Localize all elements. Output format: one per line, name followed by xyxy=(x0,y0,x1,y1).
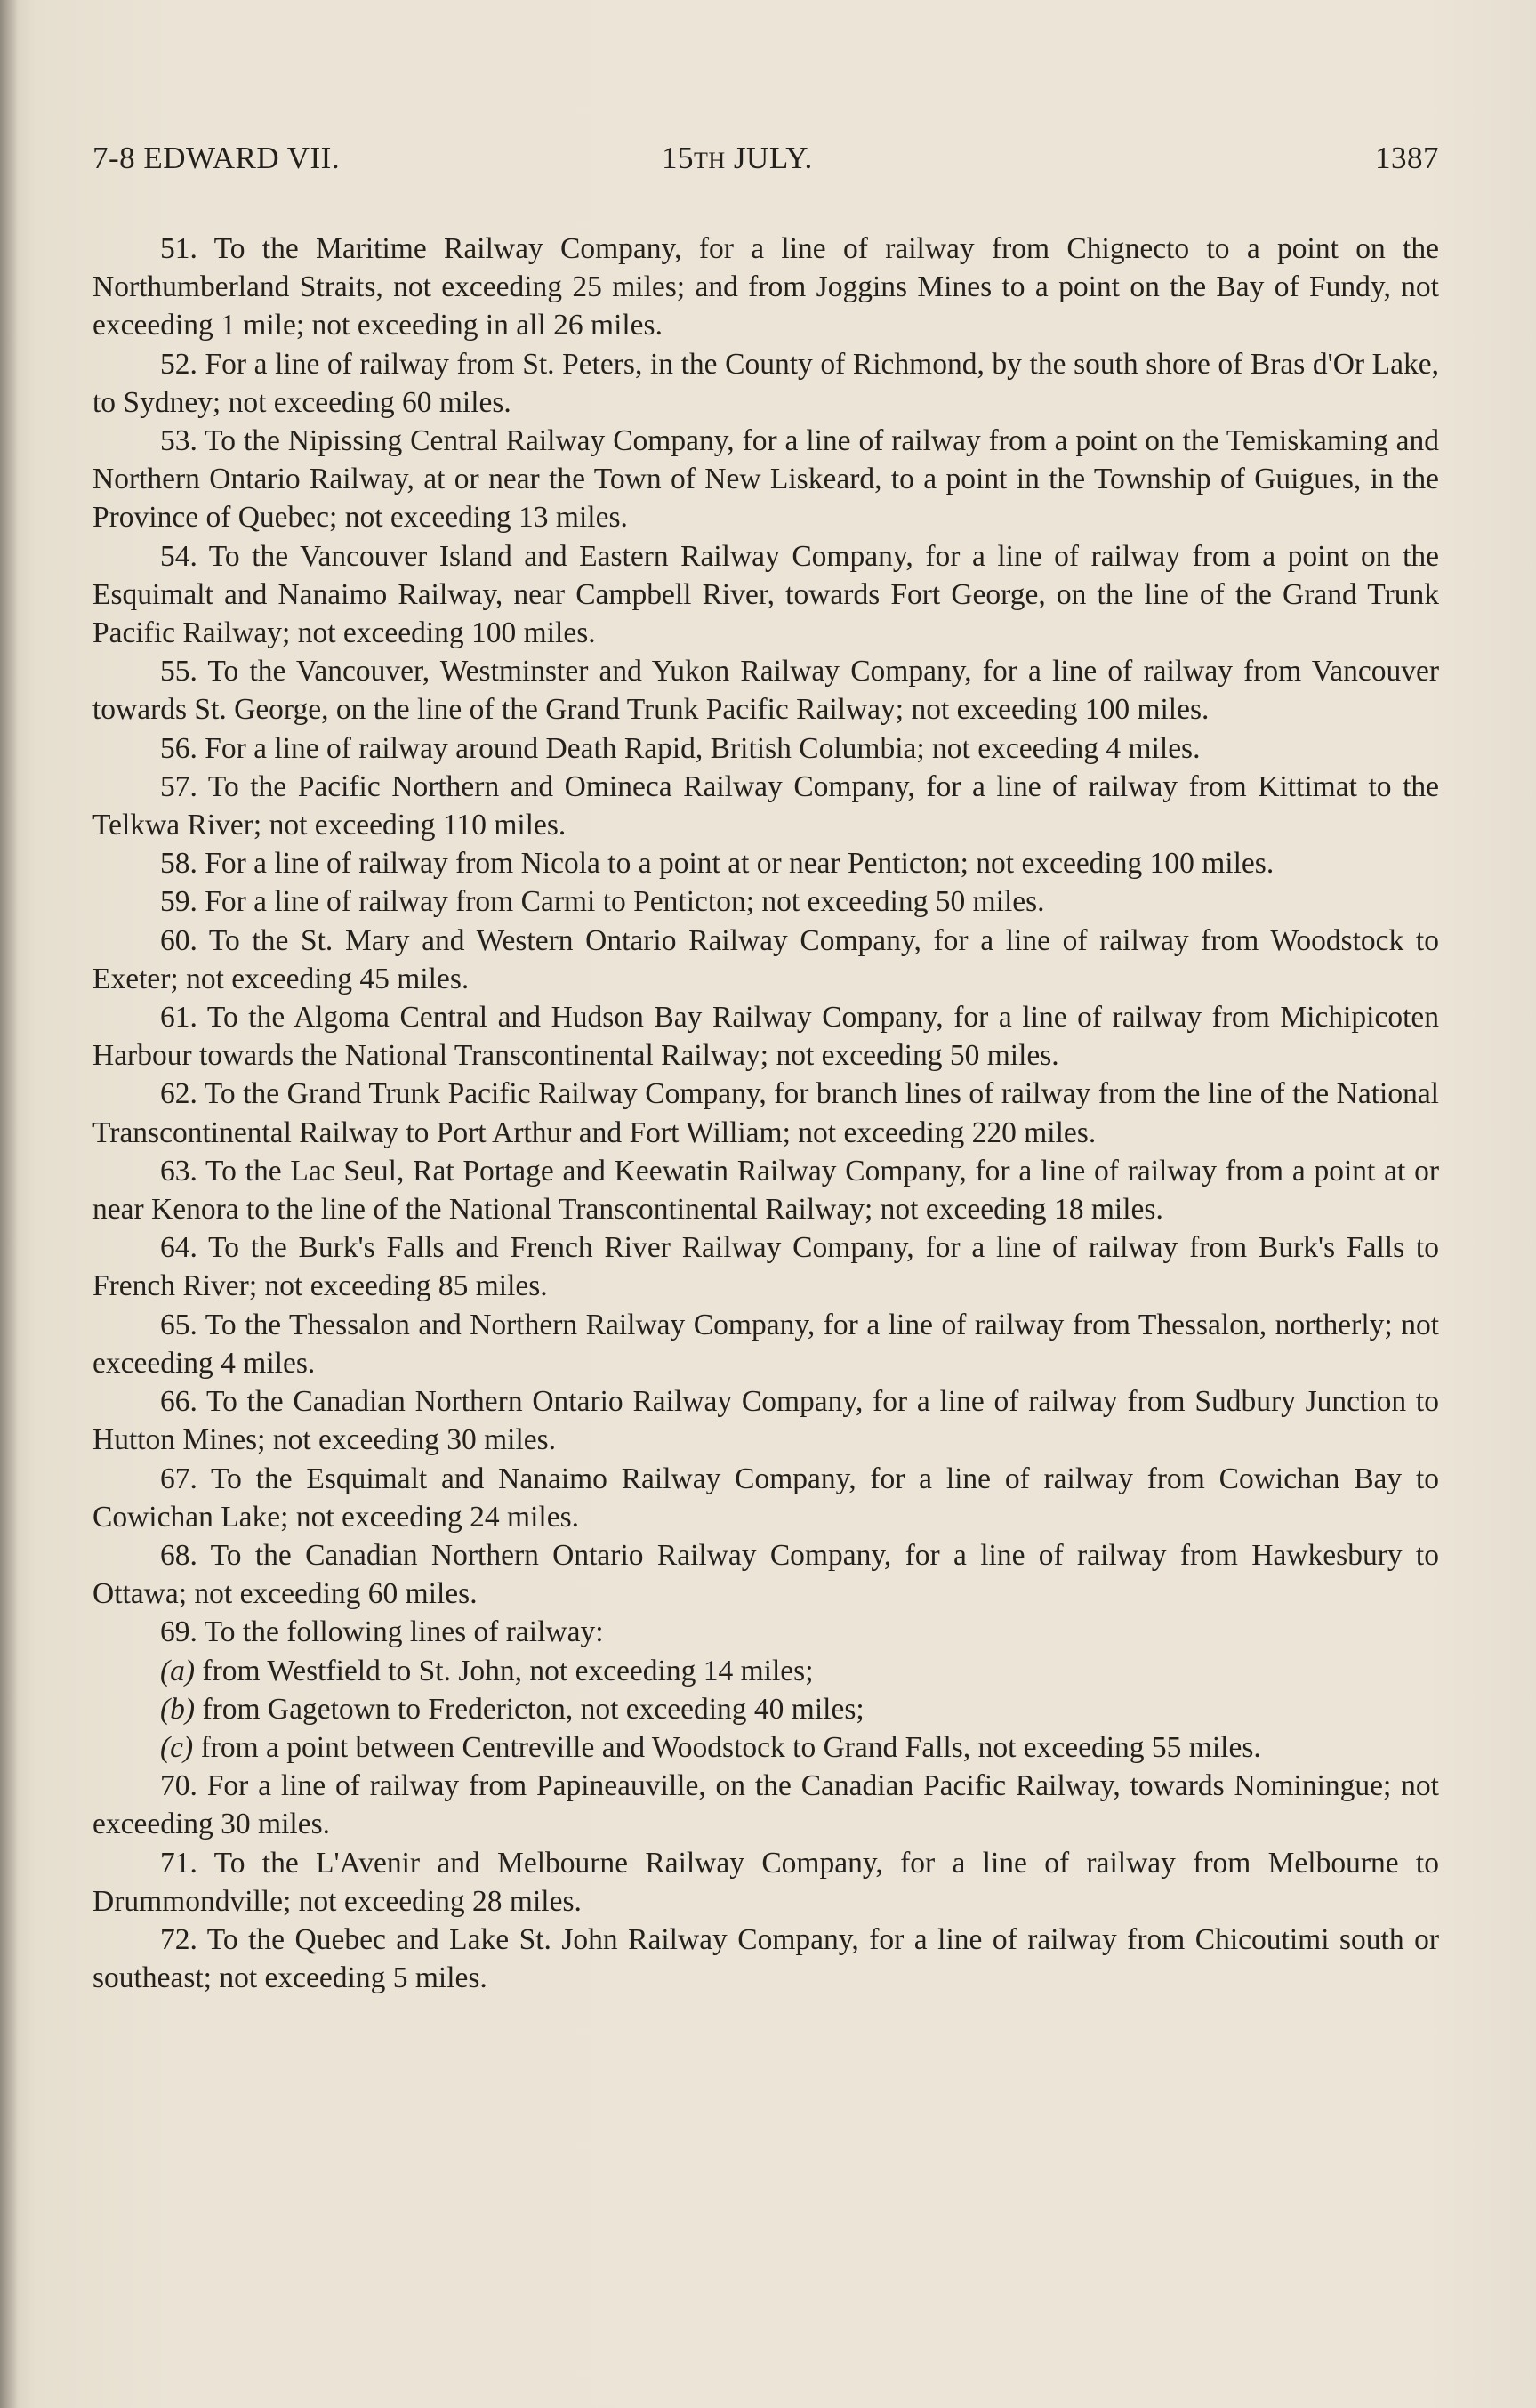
paragraph-55: 55. To the Vancouver, Westminster and Yukon Railway Company, for a line of railway from Vancouver towards St. George, on the line of the Grand Trunk Pacific Railway; not exceeding 100 miles. xyxy=(92,655,1439,727)
paragraph-56: 56. For a line of railway around Death Rapid, British Columbia; not exceeding 4 miles. xyxy=(160,731,1201,765)
subitem-label: (a) xyxy=(160,1654,196,1687)
paragraph-69: 69. To the following lines of railway: xyxy=(160,1615,604,1649)
paragraph-59: 59. For a line of railway from Carmi to Penticton; not exceeding 50 miles. xyxy=(160,885,1045,919)
paragraph-71: 71. To the L'Avenir and Melbourne Railway Company, for a line of railway from Melbourne to Drummondville; not exceeding 28 miles. xyxy=(92,1846,1439,1918)
paragraph-66: 66. To the Canadian Northern Ontario Railway Company, for a line of railway from Sudbury Junction to Hutton Mines; not exceeding 30 miles. xyxy=(92,1385,1439,1457)
paragraph-67: 67. To the Esquimalt and Nanaimo Railway Company, for a line of railway from Cowichan Bay to Cowichan Lake; not exceeding 24 miles. xyxy=(92,1462,1439,1534)
header-month: JULY. xyxy=(725,141,813,175)
paragraph-70: 70. For a line of railway from Papineauville, on the Canadian Pacific Railway, towards Nominingue; not exceeding 30 miles. xyxy=(92,1769,1439,1841)
header-day-suffix: TH xyxy=(694,148,726,173)
subitem-text: from Gagetown to Fredericton, not exceeding 40 miles; xyxy=(195,1692,865,1726)
header-date xyxy=(662,141,813,176)
paragraph-72: 72. To the Quebec and Lake St. John Railway Company, for a line of railway from Chicoutimi south or southeast; not exceeding 5 miles. xyxy=(92,1922,1439,1995)
paragraph-58: 58. For a line of railway from Nicola to a point at or near Penticton; not exceeding 100 miles. xyxy=(160,847,1275,881)
paragraph-53: 53. To the Nipissing Central Railway Company, for a line of railway from a point on the Temiskaming and Northern Ontario Railway, at or near the Town of New Liskeard, to a point in the Township of Guigues, in the Province of Quebec; not exceeding 13 miles. xyxy=(92,424,1439,535)
subitem-text: from a point between Centreville and Woodstock to Grand Falls, not exceeding 55 miles. xyxy=(193,1730,1261,1764)
running-header xyxy=(92,141,1439,185)
header-session: 7-8 EDWARD VII. xyxy=(92,141,341,175)
paragraph-64: 64. To the Burk's Falls and French River Railway Company, for a line of railway from Burk's Falls to French River; not exceeding 85 miles. xyxy=(92,1231,1439,1303)
paragraph-54: 54. To the Vancouver Island and Eastern Railway Company, for a line of railway from a point on the Esquimalt and Nanaimo Railway, near Campbell River, towards Fort George, on the line of the Grand Trunk Pacific Railway; not exceeding 100 miles. xyxy=(92,539,1439,650)
paragraph-61: 61. To the Algoma Central and Hudson Bay Railway Company, for a line of railway from Michipicoten Harbour towards the National Transcontinental Railway; not exceeding 50 miles. xyxy=(92,1001,1439,1073)
subitem-c xyxy=(92,1728,1439,1767)
paragraph-51: 51. To the Maritime Railway Company, for a line of railway from Chignecto to a point on the Northumberland Straits, not exceeding 25 miles; and from Joggins Mines to a point on the Bay of Fundy, not exceeding 1 mile; not exceeding in all 26 miles. xyxy=(92,232,1439,342)
paragraph-68: 68. To the Canadian Northern Ontario Railway Company, for a line of railway from Hawkesbury to Ottawa; not exceeding 60 miles. xyxy=(92,1538,1439,1611)
paragraph-60: 60. To the St. Mary and Western Ontario Railway Company, for a line of railway from Woodstock to Exeter; not exceeding 45 miles. xyxy=(92,923,1439,995)
paragraph-65: 65. To the Thessalon and Northern Railway Company, for a line of railway from Thessalon, northerly; not exceeding 4 miles. xyxy=(92,1308,1439,1380)
subitem-text: from Westfield to St. John, not exceeding 14 miles; xyxy=(195,1654,814,1687)
header-day: 15 xyxy=(662,141,694,175)
body-text xyxy=(92,230,1439,1997)
paragraph-62: 62. To the Grand Trunk Pacific Railway Company, for branch lines of railway from the line of the National Transcontinental Railway to Port Arthur and Fort William; not exceeding 220 miles. xyxy=(92,1077,1439,1149)
paragraph-57: 57. To the Pacific Northern and Omineca Railway Company, for a line of railway from Kittimat to the Telkwa River; not exceeding 110 miles. xyxy=(92,769,1439,842)
subitem-a xyxy=(92,1652,1439,1690)
binding-shadow xyxy=(0,0,18,2408)
page-number: 1387 xyxy=(1375,141,1439,175)
paragraph-63: 63. To the Lac Seul, Rat Portage and Keewatin Railway Company, for a line of railway from a point at or near Kenora to the line of the National Transcontinental Railway; not exceeding 18 miles. xyxy=(92,1154,1439,1227)
subitem-label: (b) xyxy=(160,1692,196,1726)
paragraph-52: 52. For a line of railway from St. Peters, in the County of Richmond, by the south shore of Bras d'Or Lake, to Sydney; not exceeding 60 miles. xyxy=(92,347,1439,419)
subitem-label: (c) xyxy=(160,1730,194,1764)
subitem-b xyxy=(92,1690,1439,1728)
